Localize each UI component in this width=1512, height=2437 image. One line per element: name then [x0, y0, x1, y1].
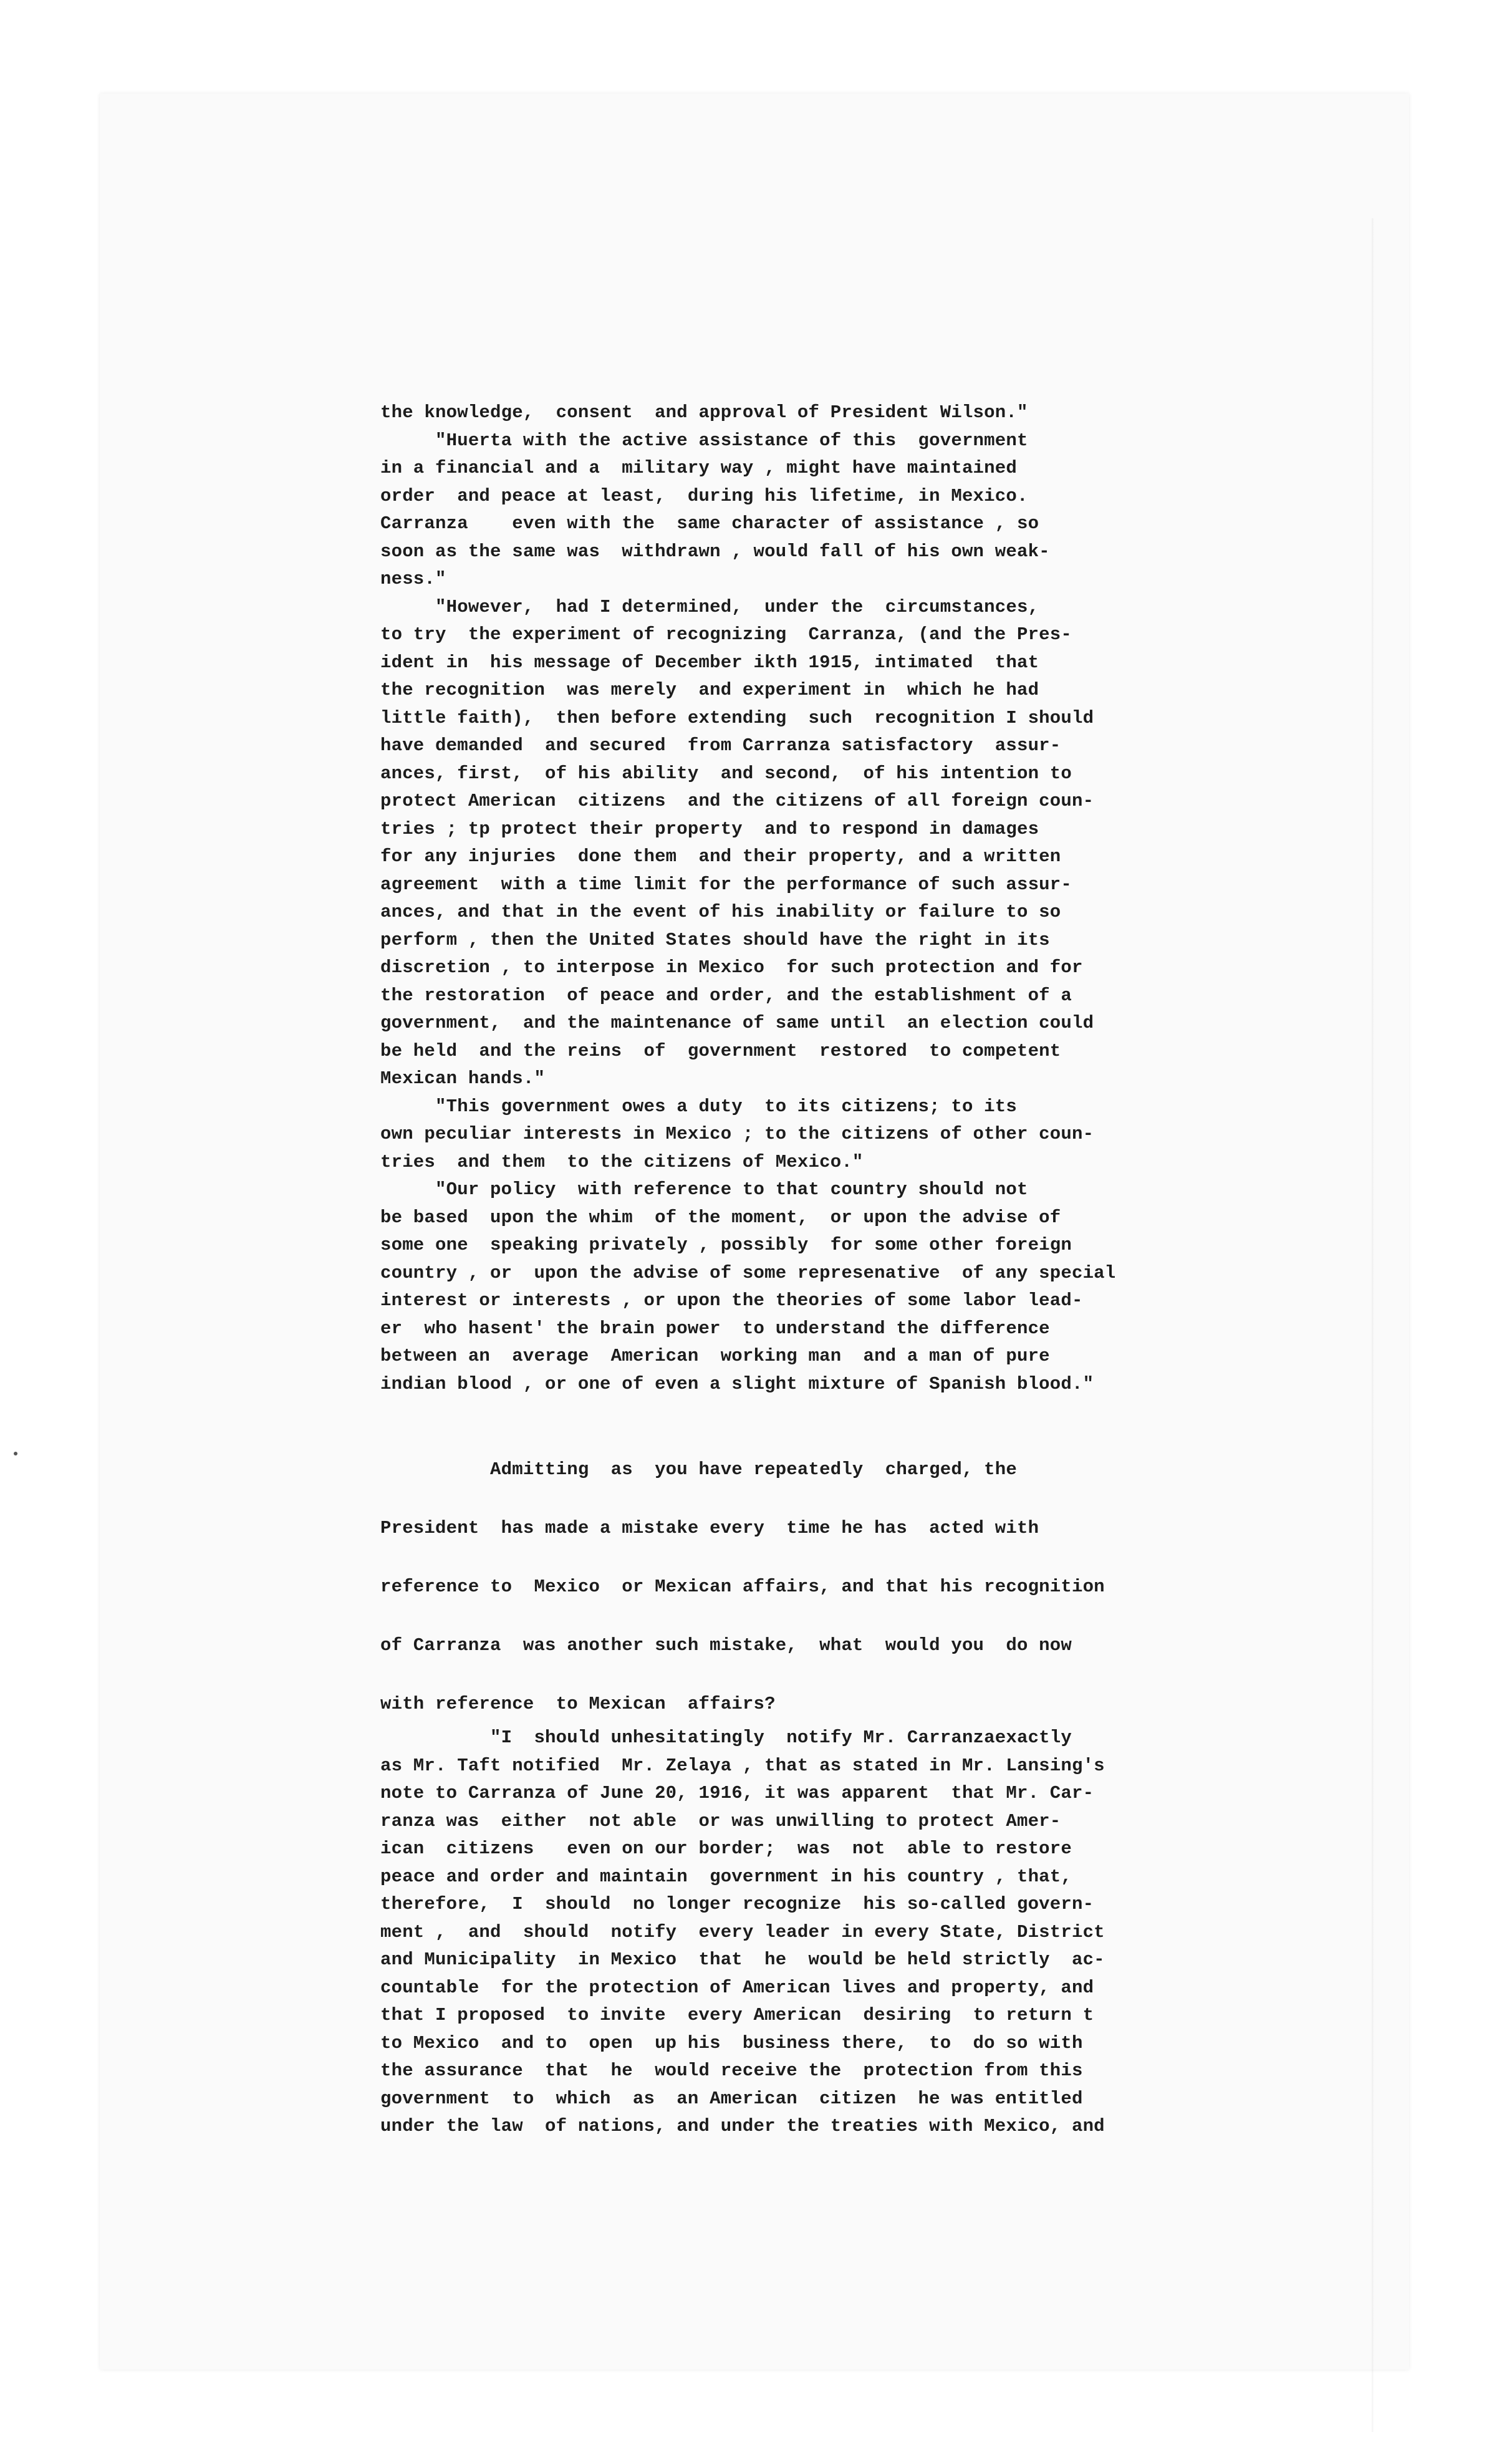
scan-speck — [14, 1452, 17, 1455]
text-line: be based upon the whim of the moment, or upon the advise of — [380, 1207, 1061, 1228]
text-line: tries and them to the citizens of Mexico." — [380, 1151, 864, 1172]
text-line: er who hasent' the brain power to understand the difference — [380, 1318, 1050, 1339]
text-line: President has made a mistake every time he has acted with — [380, 1518, 1039, 1538]
text-line: ances, first, of his ability and second, of his intention to — [380, 763, 1072, 784]
text-line: government to which as an American citizen he was entitled — [380, 2088, 1083, 2109]
text-line: under the law of nations, and under the treaties with Mexico, and — [380, 2116, 1105, 2136]
text-line: "Huerta with the active assistance of this government — [380, 430, 1028, 451]
text-line: "I should unhesitatingly notify Mr. Carranzaexactly — [380, 1727, 1072, 1748]
text-line: ranza was either not able or was unwilling to protect Amer- — [380, 1810, 1061, 1831]
text-line: to try the experiment of recognizing Carranza, (and the Pres- — [380, 624, 1072, 645]
text-line: the recognition was merely and experiment in which he had — [380, 680, 1039, 700]
text-line: in a financial and a military way , might have maintained — [380, 458, 1017, 478]
text-line: soon as the same was withdrawn , would fall of his own weak- — [380, 541, 1050, 562]
interview-question — [380, 1440, 1316, 1734]
text-line: of Carranza was another such mistake, what would you do now — [380, 1635, 1072, 1656]
text-line: the restoration of peace and order, and the establishment of a — [380, 985, 1072, 1006]
text-line: indian blood , or one of even a slight mixture of Spanish blood." — [380, 1373, 1094, 1394]
text-line: that I proposed to invite every American desiring to return t — [380, 2005, 1094, 2025]
text-line: little faith), then before extending such recognition I should — [380, 707, 1094, 728]
text-line: be held and the reins of government restored to competent — [380, 1040, 1061, 1061]
text-line: for any injuries done them and their property, and a written — [380, 846, 1061, 867]
text-line: country , or upon the advise of some represenative of any special — [380, 1262, 1116, 1283]
text-line: "This government owes a duty to its citizens; to its — [380, 1096, 1017, 1117]
text-line: with reference to Mexican affairs? — [380, 1694, 776, 1714]
text-line: Carranza even with the same character of assistance , so — [380, 513, 1039, 534]
text-line: ment , and should notify every leader in every State, District — [380, 1921, 1105, 1942]
text-line: and Municipality in Mexico that he would be held strictly ac- — [380, 1949, 1105, 1970]
text-line: note to Carranza of June 20, 1916, it was apparent that Mr. Car- — [380, 1783, 1094, 1803]
text-line: protect American citizens and the citizens of all foreign coun- — [380, 791, 1094, 811]
text-line: some one speaking privately , possibly for some other foreign — [380, 1235, 1072, 1255]
text-line: own peculiar interests in Mexico ; to the citizens of other coun- — [380, 1124, 1094, 1144]
page-fold-shadow — [1372, 218, 1374, 2432]
text-line: the assurance that he would receive the protection from this — [380, 2060, 1083, 2081]
text-line: ances, and that in the event of his inability or failure to so — [380, 902, 1061, 922]
text-line: ican citizens even on our border; was not able to restore — [380, 1838, 1072, 1859]
text-line: Mexican hands." — [380, 1068, 546, 1089]
text-line: interest or interests , or upon the theories of some labor lead- — [380, 1290, 1083, 1311]
text-line: agreement with a time limit for the performance of such assur- — [380, 874, 1072, 895]
text-line: Admitting as you have repeatedly charged, the — [380, 1459, 1017, 1480]
text-line: "However, had I determined, under the circumstances, — [380, 596, 1039, 617]
interview-answer — [380, 1724, 1316, 2141]
text-line: tries ; tp protect their property and to respond in damages — [380, 818, 1039, 839]
quoted-statements — [380, 399, 1316, 1398]
text-line: countable for the protection of American lives and property, and — [380, 1977, 1094, 1998]
text-line: ness." — [380, 569, 446, 589]
text-line: to Mexico and to open up his business there, to do so with — [380, 2032, 1083, 2053]
text-line: between an average American working man and a man of pure — [380, 1346, 1050, 1366]
text-line: reference to Mexico or Mexican affairs, and that his recognition — [380, 1576, 1105, 1597]
text-line: as Mr. Taft notified Mr. Zelaya , that as stated in Mr. Lansing's — [380, 1755, 1105, 1776]
text-line: have demanded and secured from Carranza satisfactory assur- — [380, 735, 1061, 756]
text-line: ident in his message of December ikth 1915, intimated that — [380, 652, 1039, 673]
text-line: "Our policy with reference to that country should not — [380, 1179, 1028, 1200]
text-line: perform , then the United States should have the right in its — [380, 929, 1050, 950]
text-line: discretion , to interpose in Mexico for such protection and for — [380, 957, 1083, 978]
text-line: the knowledge, consent and approval of President Wilson." — [380, 402, 1028, 423]
text-line: order and peace at least, during his lifetime, in Mexico. — [380, 485, 1028, 506]
text-line: peace and order and maintain government in his country , that, — [380, 1866, 1072, 1887]
text-line: government, and the maintenance of same until an election could — [380, 1013, 1094, 1033]
text-line: therefore, I should no longer recognize his so-called govern- — [380, 1894, 1094, 1914]
